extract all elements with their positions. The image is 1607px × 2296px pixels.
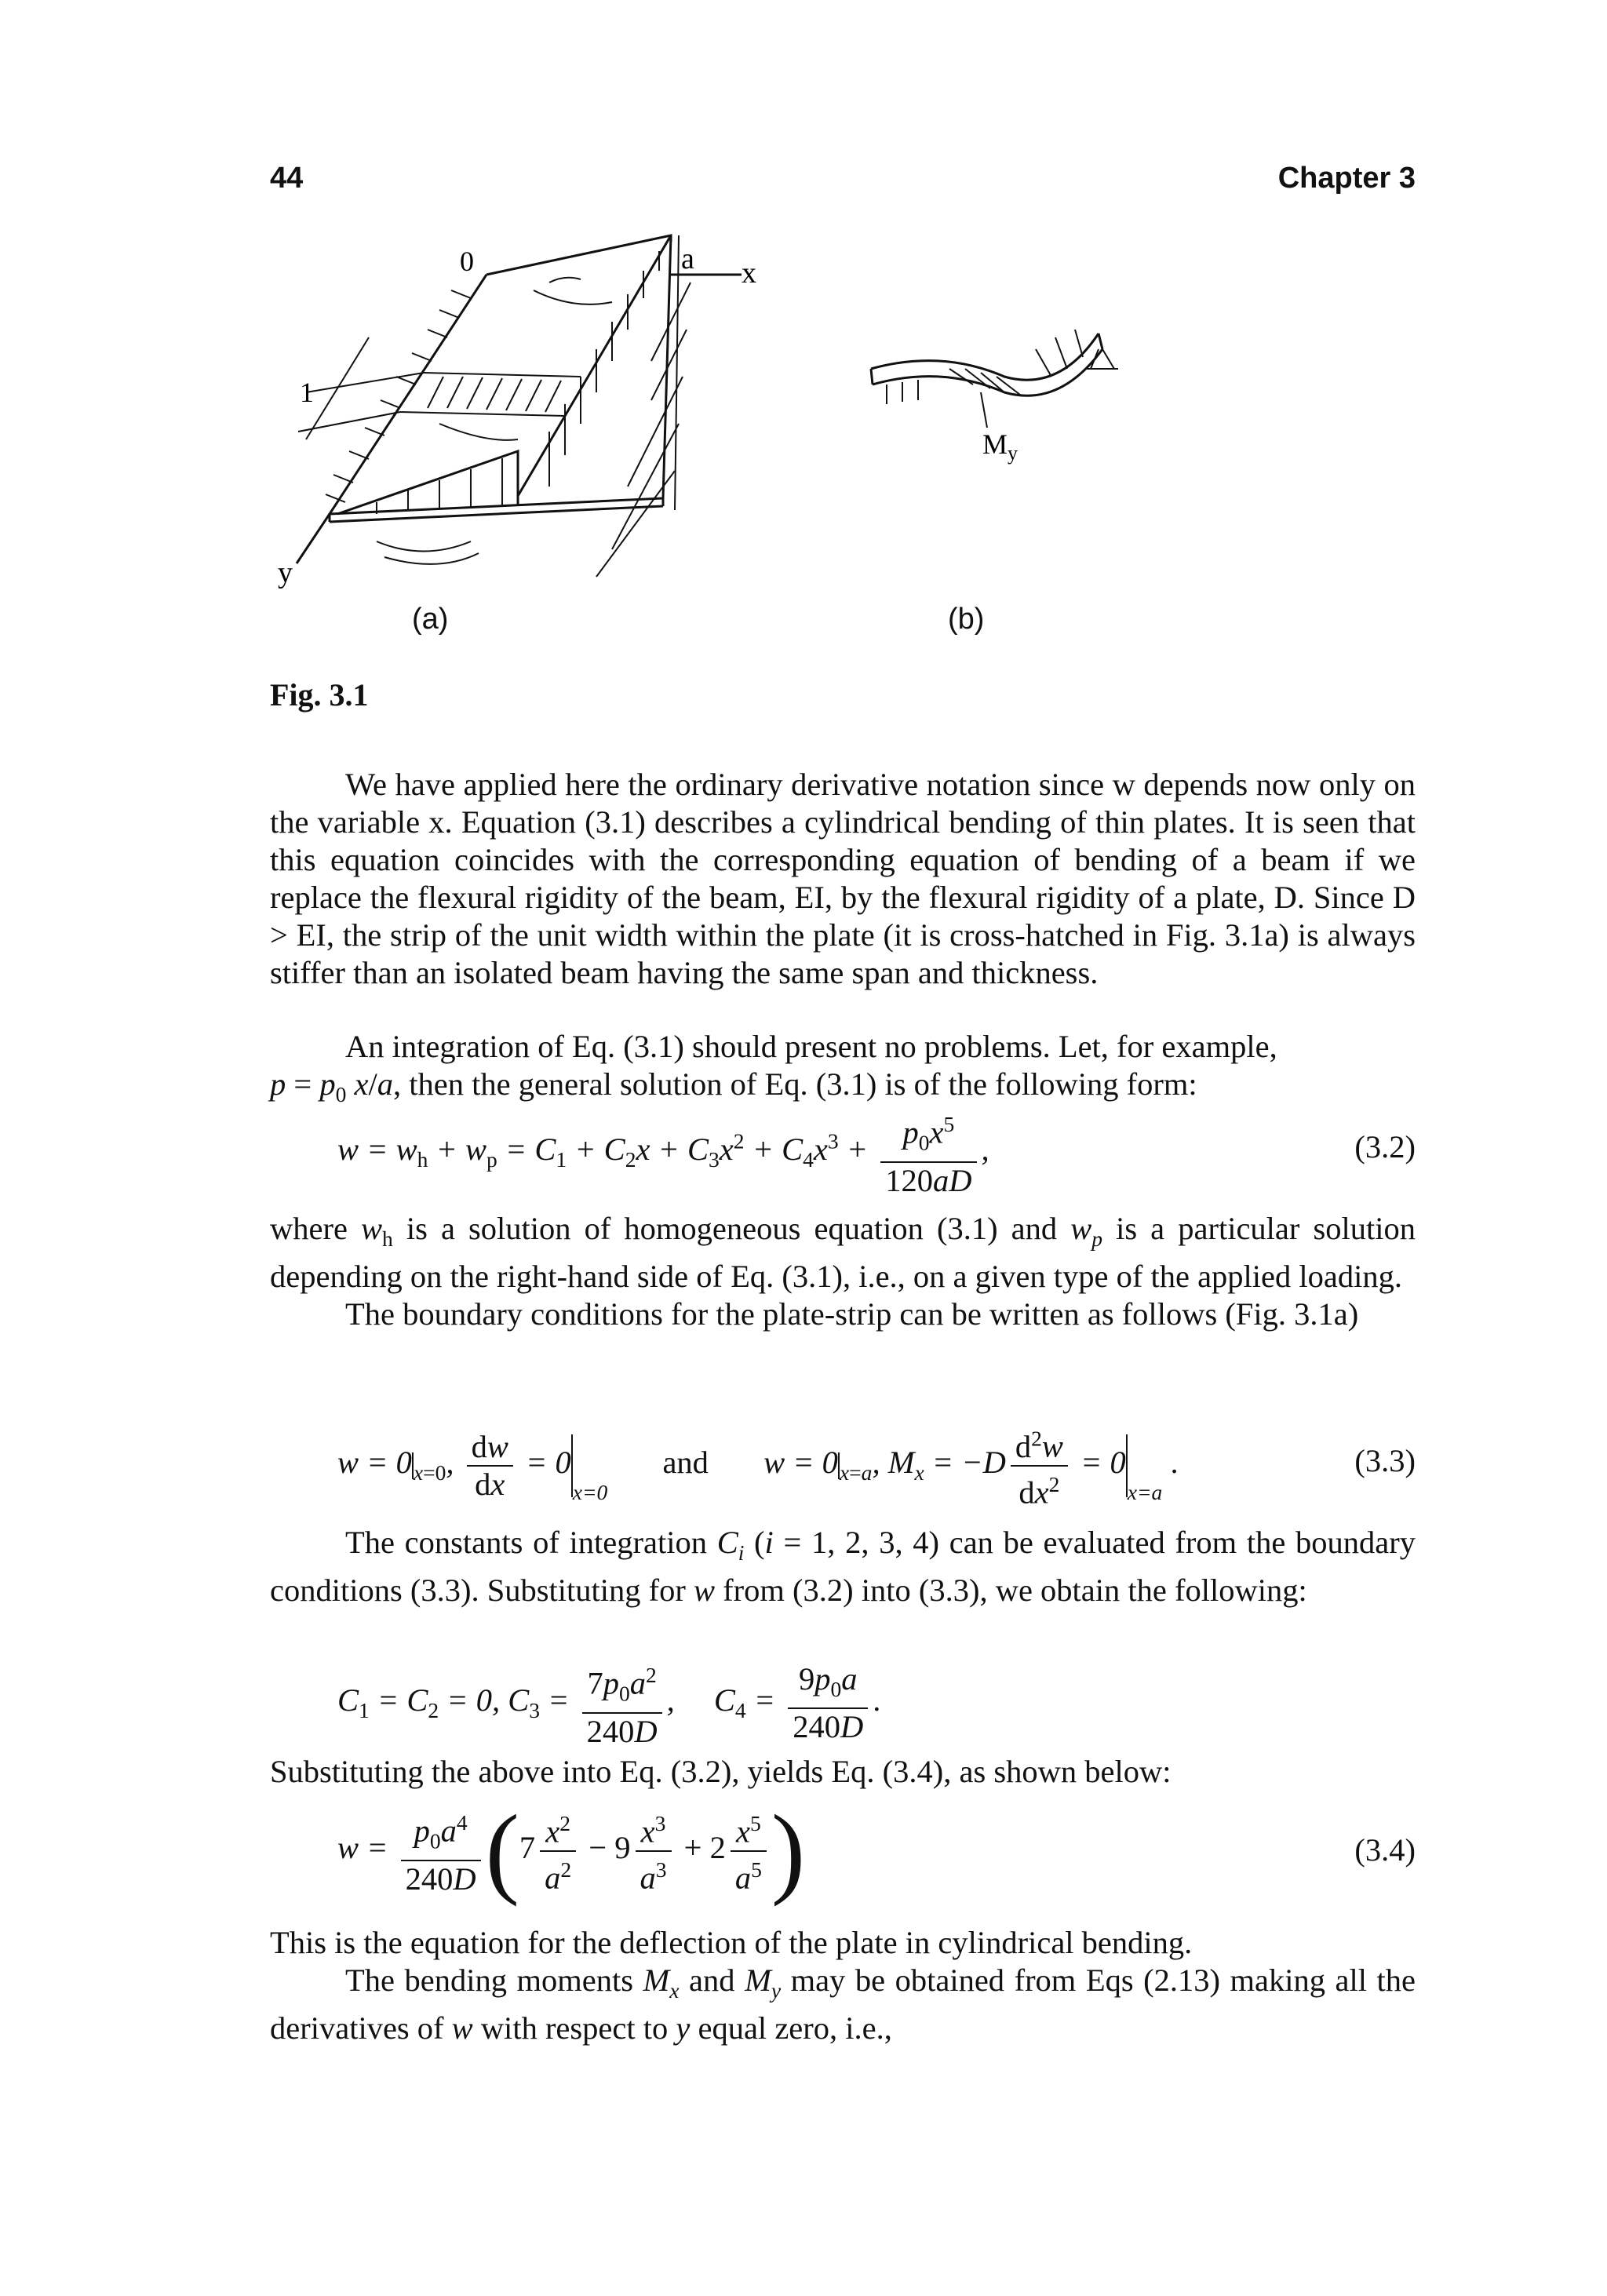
origin-label: 0 xyxy=(460,246,474,277)
figure-caption: Fig. 3.1 xyxy=(270,677,369,712)
y-axis-label: y xyxy=(278,556,293,589)
x-axis-label: x xyxy=(742,257,756,290)
equation-3-2: $w = w_h + w_p = C_1 + C_2x + C_3x^2 + C_4x^3$ + $\frac{p_0x^5}{120aD}$ , xyxy=(337,1106,989,1199)
paragraph-2: An integration of Eq. (3.1) should present no problems. Let, for example, $p = p_0$ x/a, then the general solution of Eq. (3.1) is of the following form: xyxy=(270,1029,1277,1107)
equation-number-3-3: (3.3) xyxy=(1354,1443,1416,1478)
equation-3-4: w = $\frac{p_0a^4}{240D}$ (7 $\frac{x^2}{a^2}$ − 9 $\frac{x^3}{a^3}$ + 2 $\frac{x^5}{a^5}$ ) xyxy=(337,1794,806,1908)
subfigure-a-label: (a) xyxy=(412,603,449,636)
a-label: a xyxy=(681,242,694,275)
paragraph-5: The constants of integration $C_i$ (i = 1, 2, 3, 4) can be evaluated from the boundary conditions (3.3). Substituting for w from (3.2) into (3.3), we obtain the following: xyxy=(270,1525,1416,1609)
figure-3-1a xyxy=(267,228,756,596)
paragraph-6: Substituting the above into Eq. (3.2), yields Eq. (3.4), as shown below: xyxy=(270,1754,1172,1789)
equation-number-3-2: (3.2) xyxy=(1354,1129,1416,1164)
figure-3-1b xyxy=(855,298,1122,471)
paragraph-7: This is the equation for the deflection of the plate in cylindrical bending. xyxy=(270,1925,1193,1960)
moment-label: $M_y$ xyxy=(982,428,1018,465)
paragraph-4: The boundary conditions for the plate-strip can be written as follows (Fig. 3.1a) xyxy=(345,1296,1359,1332)
equation-3-3: $w = 0_{x=0}$, $\frac{dw}{dx}$ = 0x=0 and $w = 0_{x=a}$, $M_x = -D$ $\frac{d^2w}{dx^2}$ = 0x=a . xyxy=(337,1420,1179,1511)
chapter-heading: Chapter 3 xyxy=(1277,162,1416,195)
equation-number-3-4: (3.4) xyxy=(1354,1832,1416,1868)
unit-width-label: 1 xyxy=(300,377,314,408)
paragraph-3: where $w_h$ is a solution of homogeneous equation (3.1) and $w_p$ is a particular solution depending on the right-hand side of Eq. (3.1), i.e., on a given type of the applied loading. xyxy=(270,1211,1416,1295)
paragraph-8: The bending moments $M_x$ and $M_y$ may be obtained from Eqs (2.13) making all the derivatives of w with respect to y equal zero, i.e., xyxy=(270,1963,1416,2046)
constants-equation: $C_1 = C_2 = 0$, $C_3$ = $\frac{7p_0a^2}{240D}$ , $C_4$ = $\frac{9p_0a}{240D}$ . xyxy=(337,1657,880,1750)
paragraph-1: We have applied here the ordinary derivative notation since w depends now only on the variable x. Equation (3.1) describes a cylindrical bending of thin plates. It is seen that this equation coincides with the corresponding equation of bending of a beam if we replace the flexural rigidity of the beam, EI, by the flexural rigidity of a plate, D. Since D > EI, the strip of the unit width within the plate (it is cross-hatched in Fig. 3.1a) is always stiffer than an isolated beam having the same span and thickness. xyxy=(270,767,1416,990)
subfigure-b-label: (b) xyxy=(948,603,985,636)
page-number: 44 xyxy=(270,162,304,195)
